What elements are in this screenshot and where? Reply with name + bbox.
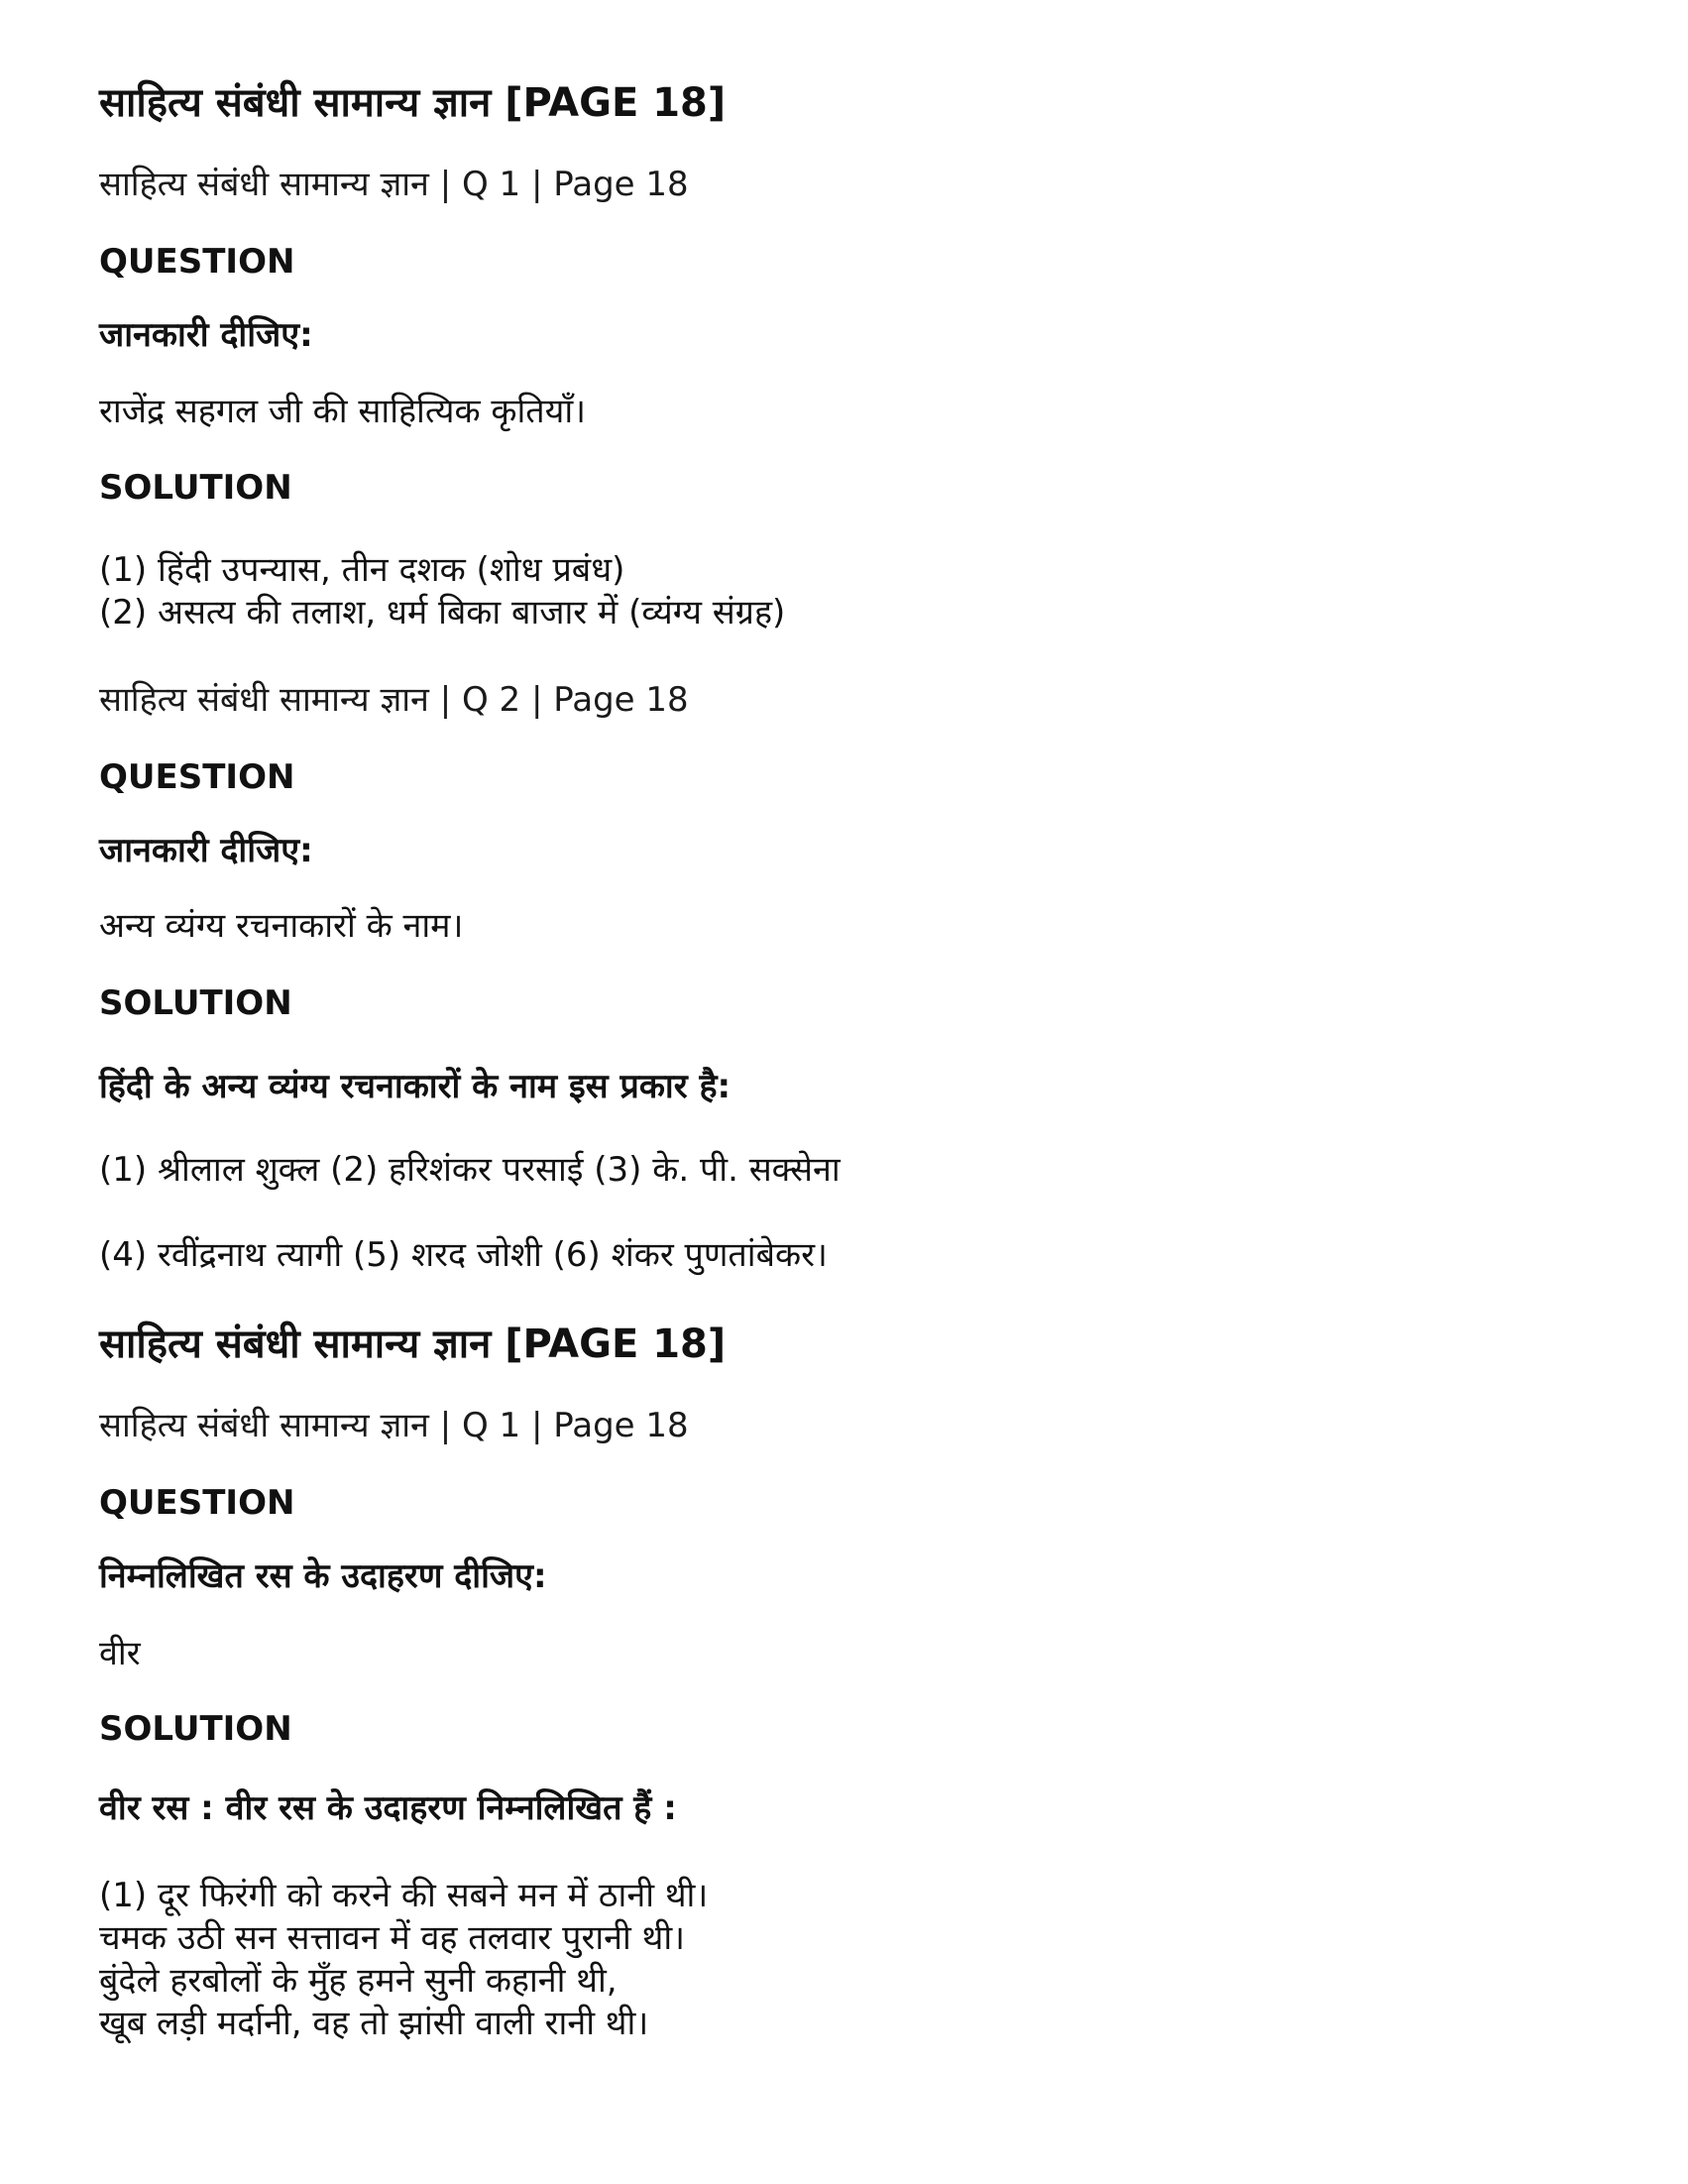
question-meta: साहित्य संबंधी सामान्य ज्ञान | Q 1 | Page 18: [99, 165, 689, 204]
question-meta: साहित्य संबंधी सामान्य ज्ञान | Q 2 | Page 18: [99, 680, 689, 720]
question-text: अन्य व्यंग्य रचनाकारों के नाम।: [99, 906, 464, 946]
solution-line: (1) दूर फिरंगी को करने की सबने मन में ठानी थी।: [99, 1876, 709, 1915]
solution-intro: वीर रस : वीर रस के उदाहरण निम्नलिखित हैं :: [99, 1788, 677, 1828]
solution-line: (1) श्रीलाल शुक्ल (2) हरिशंकर परसाई (3) के. पी. सक्सेना: [99, 1150, 841, 1190]
solution-line: बुंदेले हरबोलों के मुँह हमने सुनी कहानी थी,: [99, 1961, 618, 2001]
question-meta: साहित्य संबंधी सामान्य ज्ञान | Q 1 | Page 18: [99, 1406, 689, 1445]
question-text: वीर: [99, 1634, 141, 1673]
question-label: QUESTION: [99, 242, 295, 282]
solution-label: SOLUTION: [99, 1709, 292, 1749]
question-text: राजेंद्र सहगल जी की साहित्यिक कृतियाँ।: [99, 392, 587, 431]
section-heading: साहित्य संबंधी सामान्य ज्ञान [PAGE 18]: [99, 1322, 727, 1367]
solution-label: SOLUTION: [99, 983, 292, 1023]
solution-label: SOLUTION: [99, 468, 292, 508]
solution-line: (2) असत्य की तलाश, धर्म बिका बाजार में (व्यंग्य संग्रह): [99, 593, 786, 632]
solution-line: खूब लड़ी मर्दानी, वह तो झांसी वाली रानी थी।: [99, 2004, 649, 2043]
solution-line: (4) रवींद्रनाथ त्यागी (5) शरद जोशी (6) शंकर पुणतांबेकर।: [99, 1235, 828, 1275]
question-label: QUESTION: [99, 1483, 295, 1523]
solution-line: चमक उठी सन सत्तावन में वह तलवार पुरानी थी।: [99, 1918, 686, 1958]
question-label: QUESTION: [99, 757, 295, 797]
section-heading: साहित्य संबंधी सामान्य ज्ञान [PAGE 18]: [99, 80, 727, 126]
solution-intro: हिंदी के अन्य व्यंग्य रचनाकारों के नाम इस प्रकार है:: [99, 1067, 731, 1106]
question-prompt: जानकारी दीजिए:: [99, 831, 313, 870]
solution-line: (1) हिंदी उपन्यास, तीन दशक (शोध प्रबंध): [99, 550, 625, 590]
question-prompt: निम्नलिखित रस के उदाहरण दीजिए:: [99, 1556, 547, 1596]
question-prompt: जानकारी दीजिए:: [99, 315, 313, 355]
